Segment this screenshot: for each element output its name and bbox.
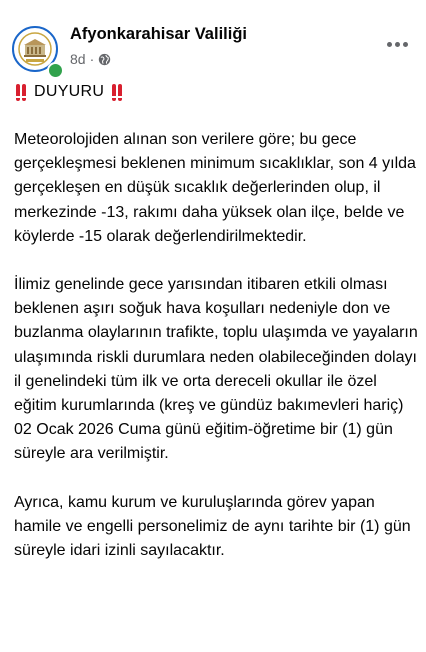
post-paragraph: İlimiz genelinde gece yarısından itibaren etkili olması beklenen aşırı soğuk hava koşulları nedeniyle don ve buzlanma olaylarının trafikte, toplu ulaşımda ve yayaların ulaşımında riskli durumlara neden olabileceğinden dolayı il genelindeki tüm ilk ve orta dereceli okullar ile özel eğitim kurumlarında (kreş ve gündüz bakımevleri hariç) 02 Ocak 2026 Cuma günü eğitim-öğretime bir (1) gün süreyle ara verilmiştir.: [14, 276, 418, 463]
globe-icon[interactable]: [98, 53, 111, 66]
post-meta: [70, 51, 111, 67]
post-paragraph: Ayrıca, kamu kurum ve kuruluşlarında görev yapan hamile ve engelli personelimiz de aynı tarihte bir (1) gün süreyle idari izinli sayılacaktır.: [14, 493, 411, 560]
post-timestamp[interactable]: 8d: [70, 51, 86, 67]
ellipsis-dot: [387, 42, 392, 47]
ellipsis-dot: [403, 42, 408, 47]
double-exclamation-icon: [15, 84, 27, 101]
online-status-dot: [47, 62, 64, 79]
announcement-line: [14, 80, 418, 104]
double-exclamation-icon: [111, 84, 123, 101]
page-name-link[interactable]: Afyonkarahisar Valiliği: [70, 25, 247, 43]
ellipsis-dot: [395, 42, 400, 47]
more-options-button[interactable]: [382, 32, 412, 56]
post-body: [14, 80, 418, 563]
meta-separator: ·: [89, 51, 95, 67]
post-header: [12, 20, 414, 72]
post-paragraph: Meteorolojiden alınan son verilere göre; bu gece gerçekleşmesi beklenen minimum sıcaklıklar, son 4 yılda gerçekleşen en düşük sıcaklık değerlerinden olup, il merkezinde -13, rakımı daha yüksek olan ilçe, belde ve köylerde -15 olarak değerlendirilmektedir.: [14, 131, 416, 245]
announcement-label: DUYURU: [34, 82, 105, 100]
